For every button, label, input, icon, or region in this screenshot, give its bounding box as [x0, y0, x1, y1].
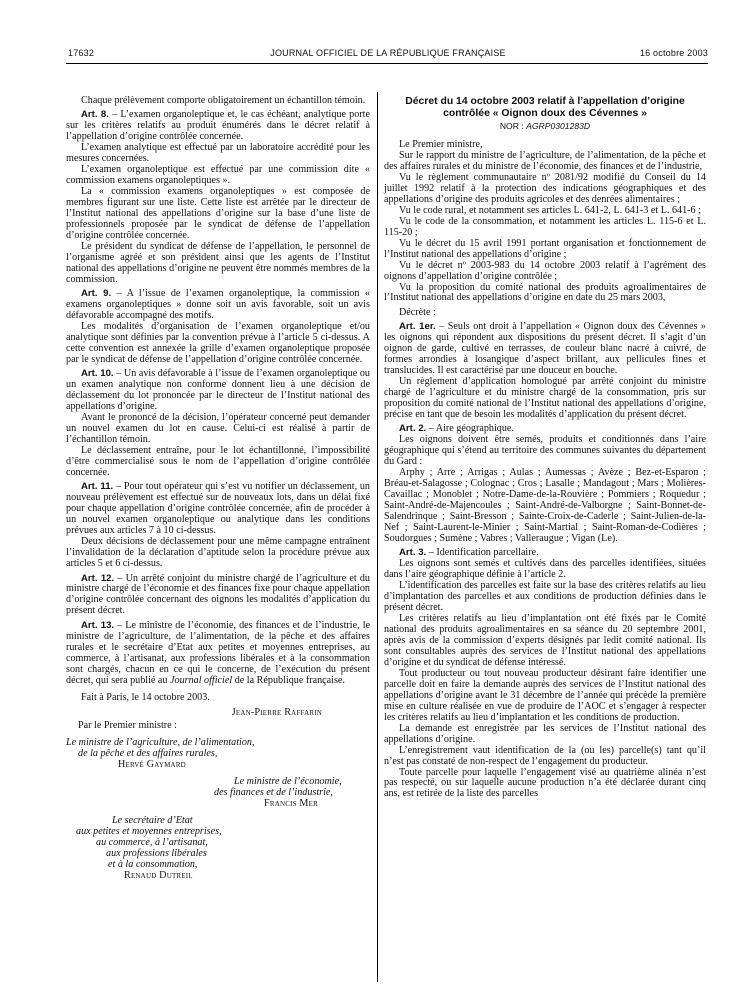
- article-text: – Identification parcellaire.: [426, 547, 539, 559]
- pm-intro: Par le Premier ministre :: [78, 720, 177, 732]
- article-text: – Un avis défavorable à l’issue de l’examen organoleptique ou un examen analytique non conforme donnent lieu à une décision de déclassement du lot prononcée par le directeur de l’Institut national des appellations d’origine.: [66, 368, 370, 413]
- minister-title: des finances et de l’industrie,: [214, 787, 333, 799]
- article-label: Art. 1er.: [399, 321, 436, 333]
- journal-officiel-ref: Journal officiel: [170, 674, 233, 686]
- article-text: de la République française.: [232, 674, 345, 686]
- right-column: [384, 96, 706, 800]
- minister-title: aux petites et moyennes entreprises,: [76, 826, 222, 838]
- article-12: [66, 574, 370, 618]
- article-label: Art. 13.: [81, 619, 115, 631]
- header-rule: [66, 63, 708, 64]
- done-at: Fait à Paris, le 14 octobre 2003.: [81, 691, 210, 703]
- article-label: Art. 11.: [81, 481, 114, 493]
- signature-agriculture: [66, 738, 370, 771]
- paragraph: Tout producteur ou tout nouveau producteur désirant faire identifier une parcelle doit en faire la demande auprès des services de l’Institut national des appellations d’origine avant le 31 décembre de l’année qui précède la première mise en culture réalisée en vue de produire de l’AOC et s’engager à respecter les critères relatifs au lieu d’implantation et les conditions de production.: [384, 667, 706, 723]
- paragraph: L’identification des parcelles est faite sur la base des critères relatifs au lieu d’implantation des parcelles et aux conditions de production définies dans le présent décret.: [384, 580, 706, 614]
- article-9: [66, 289, 370, 322]
- paragraph: L’examen analytique est effectué par un laboratoire accrédité pour les mesures concernées.: [66, 142, 370, 165]
- minister-title: Le secrétaire d’Etat: [112, 815, 193, 827]
- article-label: Art. 9.: [81, 288, 112, 300]
- article-text: – Pour tout opérateur qui s’est vu notifier un déclassement, un nouveau prélèvement est effectué sur de nouveaux lots, dans un délai fixé pour chaque appellation d’origine contrôlée concernée, afin de procéder à un nouvel examen organoleptique ou analytique dans les conditions prévues aux articles 7 à 10 ci-dessus.: [66, 481, 370, 537]
- article-label: Art. 2.: [399, 423, 427, 435]
- paragraph: Avant le prononcé de la décision, l’opérateur concerné peut demander un nouvel examen du lot en cause. Celui-ci est réalisé à partir de l’échantillon témoin.: [66, 412, 370, 446]
- paragraph: La « commission examens organoleptiques » est composée de membres figurant sur une liste. Cette liste est arrêtée par le directeur de l’Institut national des appellations d’origine sur la base d’une liste de professionnels proposée par le syndicat de défense de l’appellation d’origine contrôlée concernée.: [66, 186, 370, 241]
- paragraph: Les oignons sont semés et cultivés dans des parcelles identifiées, situées dans l’aire géographique définie à l’article 2.: [384, 558, 706, 581]
- minister-title: Le ministre de l’économie,: [234, 776, 342, 788]
- nor-reference: [384, 121, 706, 132]
- minister-title: de la pêche et des affaires rurales,: [78, 748, 218, 760]
- paragraph: Un règlement d’application homologué par arrêté conjoint du ministre chargé de l’agriculture et du ministre chargé de la consommation, pris sur proposition du comité national de l’Institut national des appellations d’origine, précise en tant que de besoin les modalités d’application du présent décret.: [384, 376, 706, 421]
- article-10: [66, 369, 370, 413]
- minister-title: aux professions libérales: [106, 848, 207, 859]
- paragraph: Vu le code rural, et notamment ses articles L. 641-2, L. 641-3 et L. 641-6 ;: [399, 204, 701, 216]
- communes-list: Arphy ; Arre ; Arrigas ; Aulas ; Aumessas ; Avèze ; Bez-et-Esparon ; Bréau-et-Salagosse ; Colognac ; Cros ; Lasalle ; Mandagout ; Mars ; Molières-Cavaillac ; Monoblet ; Notre-Dame-de-la-Rouvière ; Pommiers ; Roquedur ; Saint-André-de-Majencoules ; Saint-André-de-Valborgne ; Saint-Bonnet-de-Salendrinque ; Saint-Bresson ; Sainte-Croix-de-Caderle ; Saint-Julien-de-la-Nef ; Saint-Laurent-le-Minier ; Saint-Martial ; Saint-Roman-de-Codières ; Soudorgues ; Sumène ; Vabres ; Valleraugue ; Vigan (Le).: [384, 467, 706, 544]
- nor-label: NOR :: [499, 121, 527, 132]
- paragraph: L’enregistrement vaut identification de la (ou les) parcelle(s) tant qu’il n’est pas constaté de non-respect de l’engagement du producteur.: [384, 744, 706, 767]
- article-label: Art. 12.: [81, 572, 115, 584]
- paragraph: Deux décisions de déclassement pour une même campagne entraînent l’invalidation de la déclaration d’aptitude selon la procédure prévue aux articles 5 et 6 ci-dessus.: [66, 536, 370, 570]
- paragraph: Les critères relatifs au lieu d’implantation ont été fixés par le Comité national des produits agroalimentaires en sa séance du 20 septembre 2001, après avis de la commission d’experts désignés par ledit comité national. Ils sont consultables auprès des services de l’Institut national des appellations d’origine et du syndicat de défense intéressé.: [384, 613, 706, 668]
- paragraph: Sur le rapport du ministre de l’agriculture, de l’alimentation, de la pêche et des affaires rurales et du ministre de l’économie, des finances et de l’industrie,: [384, 150, 706, 173]
- minister-name: Francis Mer: [264, 798, 318, 810]
- signature-economie: [66, 777, 370, 810]
- paragraph: Vu le décret nº 2003-983 du 14 octobre 2003 relatif à l’agrément des oignons d’appellation d’origine contrôlée ;: [384, 259, 706, 282]
- article-text: – Aire géographique.: [426, 423, 514, 435]
- minister-title: Le ministre de l’agriculture, de l’alimentation,: [66, 737, 255, 749]
- article-text: – L’examen organoleptique et, le cas échéant, analytique porte sur les critères relatifs au produit énumérés dans le décret relatif à l’appellation d’origine contrôlée concernée.: [66, 109, 370, 143]
- minister-name: Hervé Gaymard: [118, 759, 186, 771]
- minister-title: au commerce, à l’artisanat,: [96, 837, 208, 849]
- article-text: – A l’issue de l’examen organoleptique, la commission « examens organoleptiques » donne soit un avis favorable, soit un avis défavorable accompagné des motifs.: [66, 288, 370, 322]
- article-text: – Un arrêté conjoint du ministre chargé de l’agriculture et du ministre chargé de l’économie et des finances fixe pour chaque appellation d’origine contrôlée concernant des oignons les modalités d’application du présent décret.: [66, 572, 370, 617]
- article-1: [384, 322, 706, 377]
- article-11: [66, 482, 370, 537]
- left-column: [66, 96, 370, 882]
- journal-title: JOURNAL OFFICIEL DE LA RÉPUBLIQUE FRANÇAISE: [270, 48, 506, 58]
- paragraph: Le Premier ministre,: [399, 139, 483, 151]
- paragraph: Le déclassement entraîne, pour le lot échantillonné, l’impossibilité d’être commercialisé sous le nom de l’appellation d’origine contrôlée concernée.: [66, 445, 370, 478]
- minister-name: Renaud Dutreil: [124, 869, 193, 881]
- article-8: [66, 110, 370, 143]
- paragraph: L’examen organoleptique est effectué par une commission dite « commission examens organoleptiques ».: [66, 164, 370, 187]
- paragraph: Le président du syndicat de défense de l’appellation, le personnel de l’organisme agréé et son président ainsi que les agents de l’Institut national des appellations d’origine ne peuvent être nommés membres de la commission.: [66, 240, 370, 285]
- paragraph: Vu le décret du 15 avril 1991 portant organisation et fonctionnement de l’Institut national des appellations d’origine ;: [384, 237, 706, 260]
- paragraph: Vu la proposition du comité national des produits agroalimentaires de l’Institut national des appellations d’origine en date du 25 mars 2003,: [384, 281, 706, 304]
- paragraph: Chaque prélèvement comporte obligatoirement un échantillon témoin.: [81, 95, 366, 106]
- paragraph: Les modalités d’organisation de l’examen organoleptique et/ou analytique sont définies par la convention prévue à l’article 5 ci-dessus. A cette convention est annexée la grille d’examen organoleptique proposée par le syndicat de défense de l’appellation d’origine contrôlée concernée.: [66, 321, 370, 365]
- paragraph: La demande est enregistrée par les services de l’Institut national des appellations d’origine.: [384, 722, 706, 745]
- page-number: 17632: [68, 48, 95, 58]
- paragraph: Toute parcelle pour laquelle l’engagement visé au quatrième alinéa n’est pas respecté, ou sur laquelle aucune production n’a été déclarée durant cinq ans, est retirée de la liste des parcelles: [384, 766, 706, 800]
- nor-code: AGRP0301283D: [526, 121, 591, 132]
- article-label: Art. 3.: [399, 547, 427, 559]
- paragraph: Vu le règlement communautaire nº 2081/92 modifié du Conseil du 14 juillet 1992 relatif à la protection des indications géographiques et des appellations d’origine des produits agricoles et des denrées alimentaires ;: [384, 172, 706, 205]
- article-text: – Seuls ont droit à l’appellation « Oignon doux des Cévennes » les oignons qui répondent aux dispositions du présent décret. Il s’agit d’un oignon de garde, cultivé en terrasses, de couleur blanc nacré à cuivré, de formes arrondies à losangique d’aspect brillant, aux pellicules fines et translucides. Il est caractérisé par une douceur en bouche.: [384, 321, 706, 377]
- column-divider: [377, 92, 378, 982]
- paragraph: Vu le code de la consommation, et notamment les articles L. 115-6 et L. 115-20 ;: [384, 215, 706, 238]
- issue-date: 16 octobre 2003: [639, 48, 708, 58]
- signatory-pm: Jean-Pierre Raffarin: [231, 706, 322, 718]
- page-header: [68, 48, 708, 62]
- article-label: Art. 8.: [81, 109, 109, 121]
- signature-secretaire-etat: [66, 816, 370, 882]
- article-text: – Le ministre de l’économie, des finances et de l’industrie, le ministre de l’agriculture, de l’alimentation, de la pêche et des affaires rurales et le secrétaire d’Etat aux petites et moyennes entreprises, au commerce, à l’artisanat, aux professions libérales et à la consommation sont chargés, chacun en ce qui le concerne, de l’exécution du présent décret, qui sera publié au: [66, 619, 370, 686]
- decrete: Décrète :: [399, 306, 436, 318]
- article-13: [66, 621, 370, 687]
- article-label: Art. 10.: [81, 368, 114, 380]
- decree-title: Décret du 14 octobre 2003 relatif à l’appellation d’origine contrôlée « Oignon doux des Cévennes »: [405, 96, 685, 119]
- paragraph: Les oignons doivent être semés, produits et conditionnés dans l’aire géographique qui s’étend au territoire des communes suivantes du département du Gard :: [384, 434, 706, 468]
- minister-title: et à la consommation,: [108, 858, 198, 870]
